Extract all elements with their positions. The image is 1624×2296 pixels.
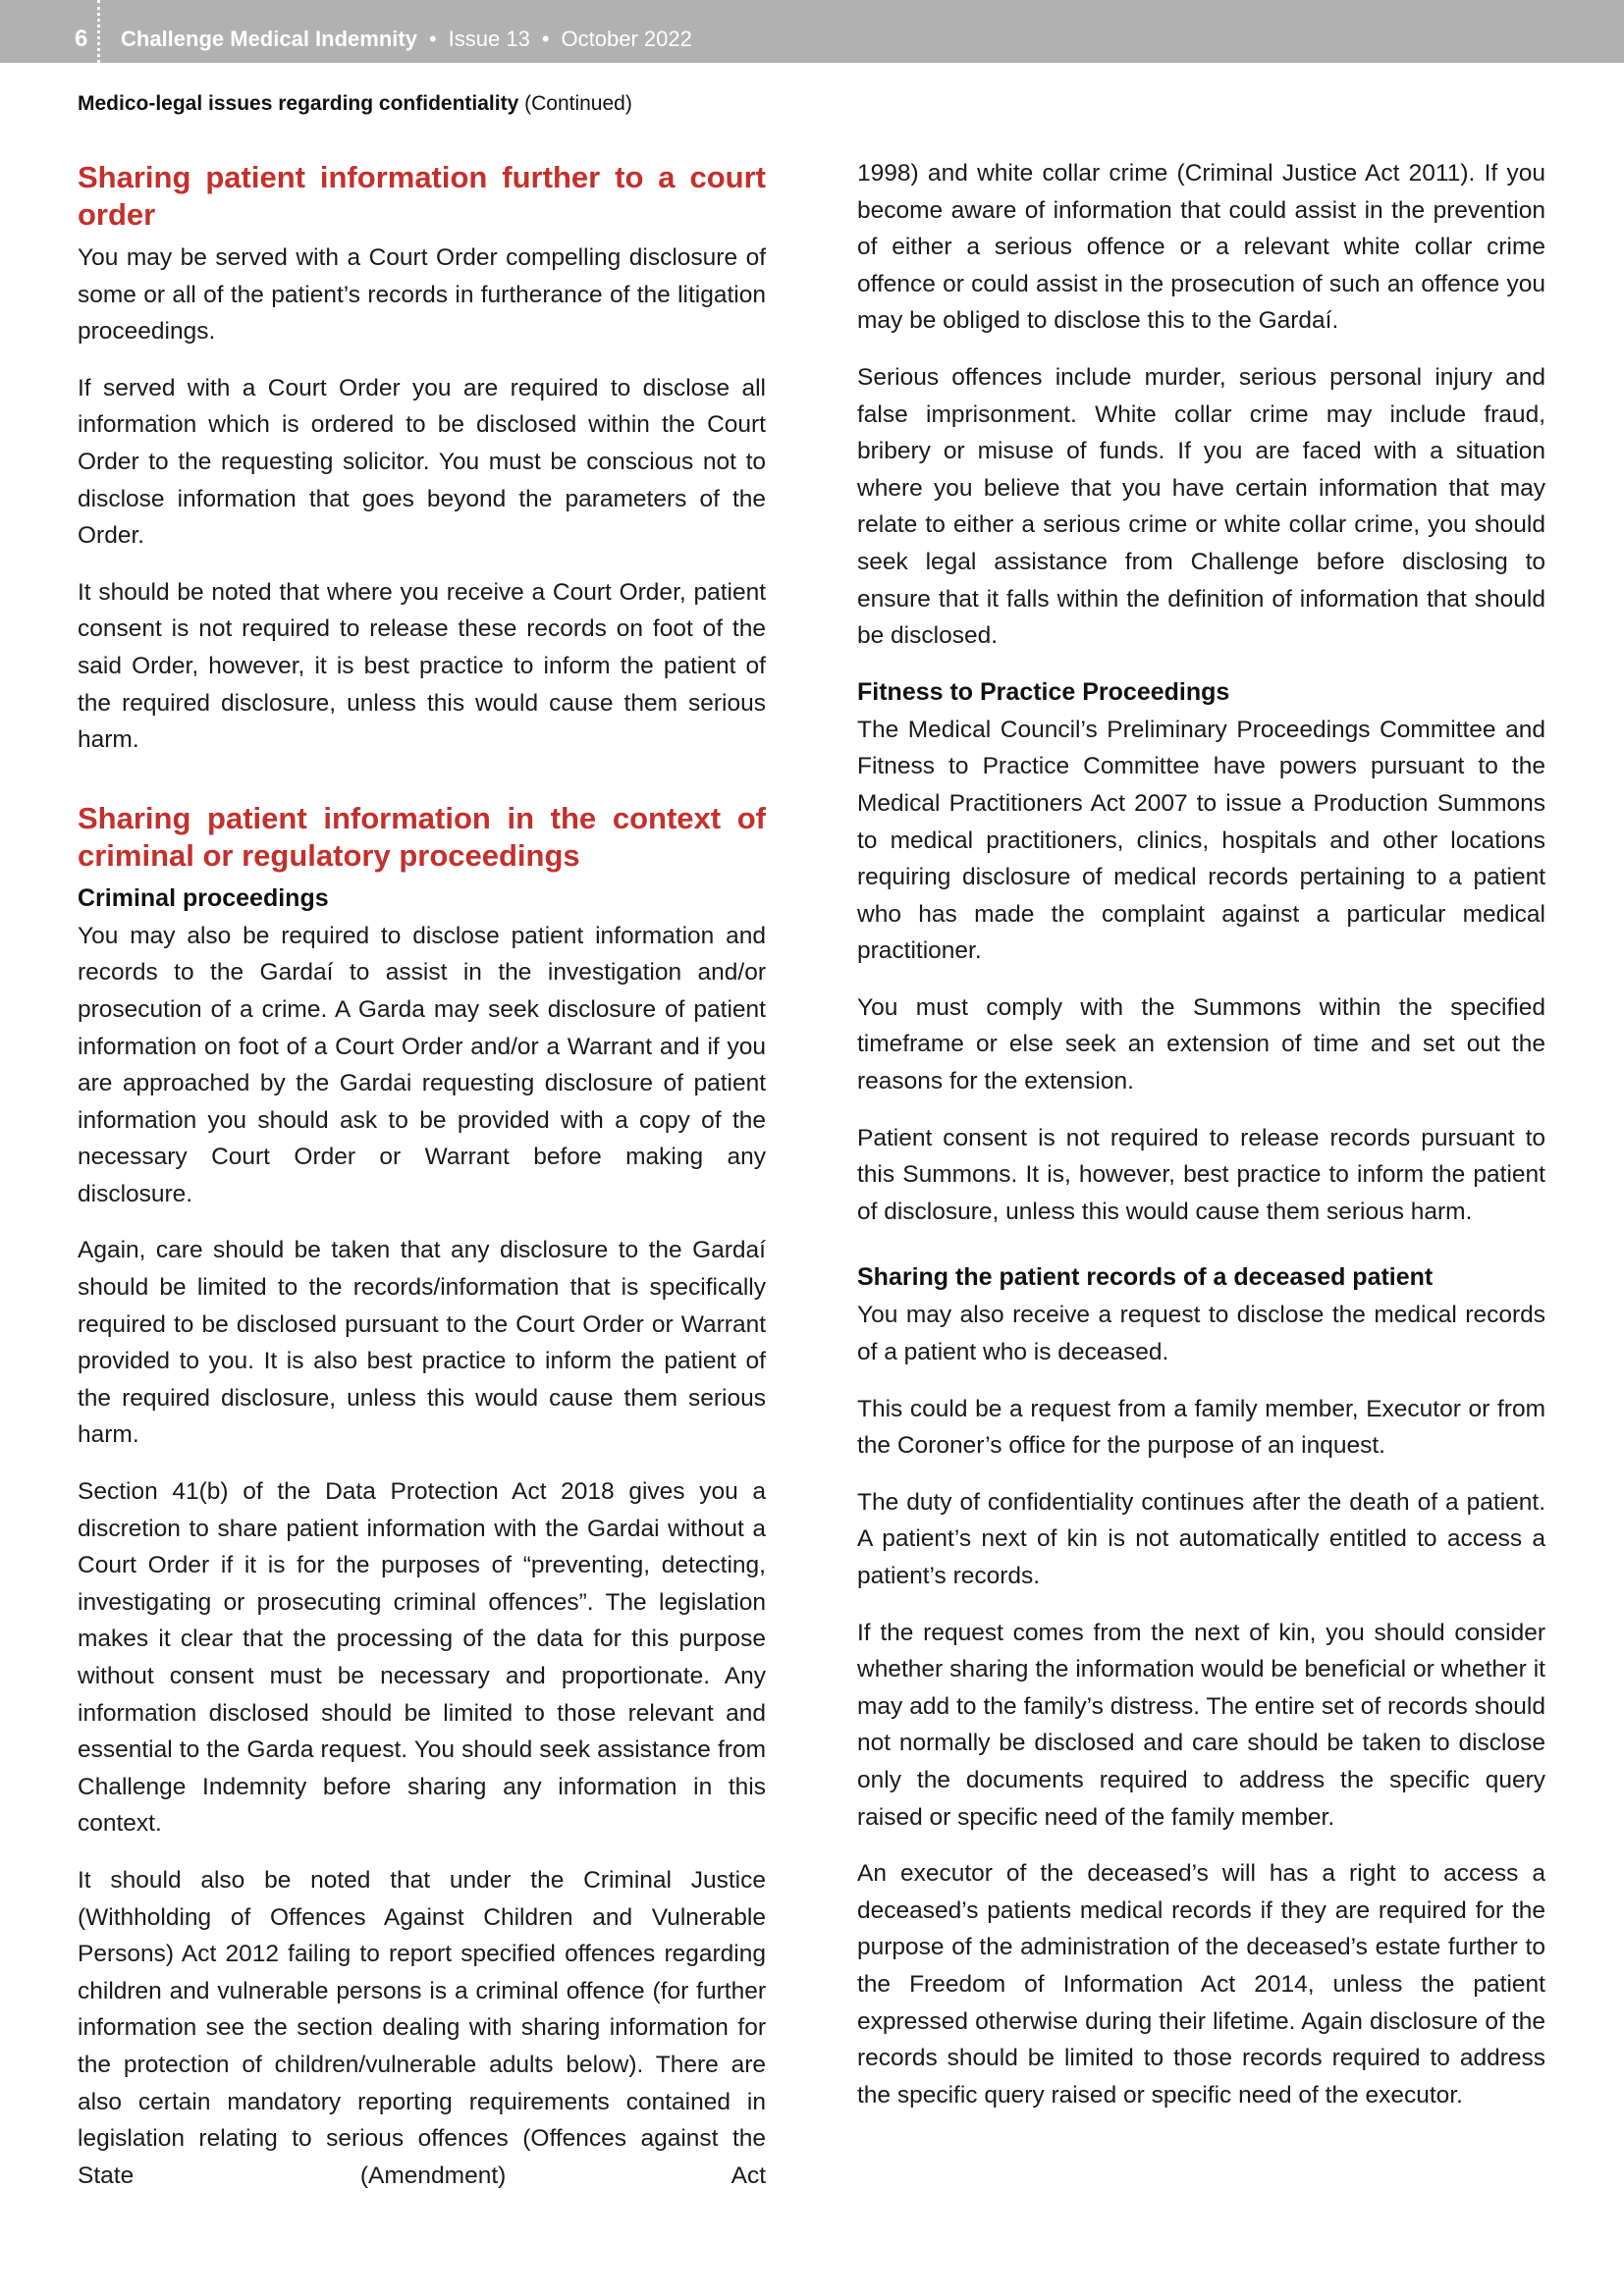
running-title-bold: Medico-legal issues regarding confidentiality <box>78 92 519 115</box>
paragraph: This could be a request from a family member, Executor or from the Coroner’s office for the purpose of an inquest. <box>857 1395 1545 1460</box>
paragraph: You may also receive a request to disclose the medical records of a patient who is deceased. <box>857 1302 1545 1366</box>
issue-date: October 2022 <box>561 27 692 51</box>
page-number: 6 <box>75 26 88 52</box>
paragraph: 1998) and white collar crime (Criminal Justice Act 2011). If you become aware of information that could assist in the prevention of either a serious offence or a relevant white collar crime offence or could assist in the prosecution of such an offence you may be obliged to disclose this to the Gardaí. <box>857 160 1545 335</box>
paragraph: You may also be required to disclose patient information and records to the Gardaí to assist in the investigation and/or prosecution of a crime. A Garda may seek disclosure of patient information on foot of a Court Order and/or a Warrant and if you are approached by the Gardai requesting disclosure of patient information you should ask to be provided with a copy of the necessary Court Order or Warrant before making any disclosure. <box>78 922 766 1207</box>
issue-label: Issue 13 <box>448 27 530 51</box>
subheading-fitness-to-practice: Fitness to Practice Proceedings <box>857 677 1230 706</box>
paragraph: Again, care should be taken that any disclosure to the Gardaí should be limited to the records/information that is specifically required to be disclosed pursuant to the Court Order or Warrant provided to you. It is also best practice to inform the patient of the required disclosure, unless this would cause them serious harm. <box>78 1237 766 1449</box>
bullet-separator: • <box>541 27 550 51</box>
left-column <box>78 159 766 2214</box>
paragraph: An executor of the deceased’s will has a right to access a deceased’s patients medical records if they are required for the purpose of the administration of the deceased’s estate further to the Freedom of Information Act 2014, unless the patient expressed otherwise during their lifetime. Again disclosure of the records should be limited to those records required to address the specific query raised or specific need of the executor. <box>857 1860 1545 2109</box>
page-header-bar <box>0 0 1624 63</box>
subheading-criminal-proceedings: Criminal proceedings <box>78 883 329 912</box>
paragraph: The duty of confidentiality continues after the death of a patient. A patient’s next of kin is not automatically entitled to access a patient’s records. <box>857 1488 1545 1589</box>
subheading-deceased-patient: Sharing the patient records of a deceased patient <box>857 1263 1434 1292</box>
paragraph: It should be noted that where you receive a Court Order, patient consent is not required to release these records on foot of the said Order, however, it is best practice to inform the patient of the required disclosure, unless this would cause them serious harm. <box>78 578 766 754</box>
paragraph: Patient consent is not required to release records pursuant to this Summons. It is, however, best practice to inform the patient of disclosure, unless this would cause them serious harm. <box>857 1124 1545 1225</box>
paragraph: You must comply with the Summons within the specified timeframe or else seek an extension of time and set out the reasons for the extension. <box>857 993 1545 1095</box>
paragraph: If served with a Court Order you are required to disclose all information which is ordered to be disclosed within the Court Order to the requesting solicitor. You must be conscious not to disclose information that goes beyond the parameters of the Order. <box>78 374 766 550</box>
section-heading-criminal-regulatory: Sharing patient information in the context of criminal or regulatory proceedings <box>78 800 766 873</box>
right-column <box>857 155 1545 2133</box>
paragraph: The Medical Council’s Preliminary Proceedings Committee and Fitness to Practice Committee have powers pursuant to the Medical Practitioners Act 2007 to issue a Production Summons to medical practitioners, clinics, hospitals and other locations requiring disclosure of medical records pertaining to a patient who has made the complaint against a particular medical practitioner. <box>857 716 1545 965</box>
bullet-separator: • <box>428 27 437 51</box>
article-running-title <box>78 92 632 116</box>
paragraph: Serious offences include murder, serious personal injury and false imprisonment. White collar crime may include fraud, bribery or misuse of funds. If you are faced with a situation where you believe that you have certain information that may relate to either a serious crime or white collar crime, you should seek legal assistance from Challenge before disclosing to ensure that it falls within the definition of information that should be disclosed. <box>857 363 1545 650</box>
dotted-divider <box>97 0 100 63</box>
running-title-continued: (Continued) <box>524 92 632 115</box>
publication-name: Challenge Medical Indemnity <box>121 27 417 51</box>
paragraph: Section 41(b) of the Data Protection Act 2018 gives you a discretion to share patient information with the Gardai without a Court Order if it is for the purposes of “preventing, detecting, investigating or prosecuting criminal offences”. The legislation makes it clear that the processing of the data for this purpose without consent must be necessary and proportionate. Any information disclosed should be limited to those relevant and essential to the Garda request. You should seek assistance from Challenge Indemnity before sharing any information in this context. <box>78 1478 766 1838</box>
paragraph: If the request comes from the next of kin, you should consider whether sharing the information would be beneficial or whether it may add to the family’s distress. The entire set of records should not normally be disclosed and care should be taken to disclose only the documents required to address the specific query raised or specific need of the family member. <box>857 1619 1545 1831</box>
section-heading-court-order: Sharing patient information further to a court order <box>78 160 766 232</box>
header-title <box>121 27 692 52</box>
paragraph: You may be served with a Court Order compelling disclosure of some or all of the patient’s records in furtherance of the litigation proceedings. <box>78 244 766 346</box>
paragraph: It should also be noted that under the Criminal Justice (Withholding of Offences Against Children and Vulnerable Persons) Act 2012 failing to report specified offences regarding children and vulnerable persons is a criminal offence (for further information see the section dealing with sharing information for the protection of children/vulnerable adults below). There are also certain mandatory reporting requirements contained in legislation relating to serious offences (Offences against the State (Amendment) Act <box>78 1866 766 2189</box>
